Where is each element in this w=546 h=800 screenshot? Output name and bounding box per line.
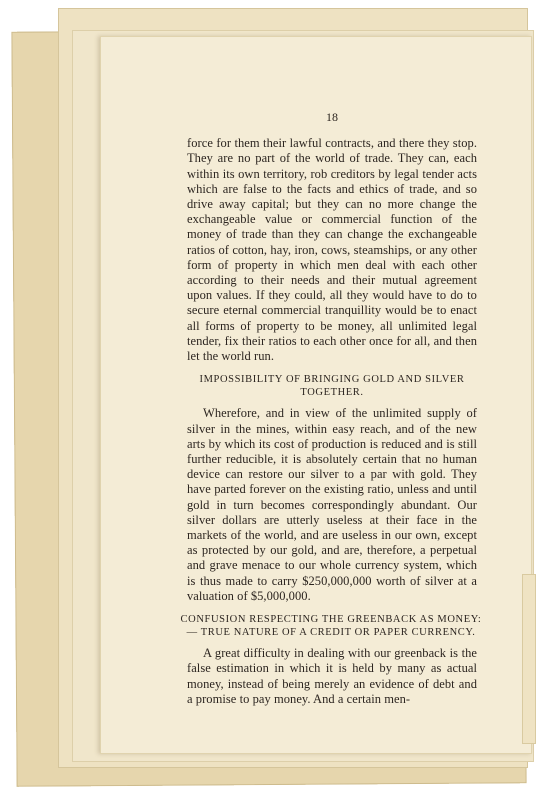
page-number: 18 [326,110,338,124]
page-text [180,110,482,707]
section-heading-greenback: CONFUSION RESPECTING THE GREENBACK AS MONEY:— TRUE NATURE OF A CREDIT OR PAPER CURRENCY. [180,614,482,638]
opening-paragraph: force for them their lawful contracts, and there they stop. They are no part of the world of trade. They can, each within its own territory, rob creditors by legal tender acts which are false to the facts and ethics of trade, and so drive away capital; but they can no more change the exchangeable value or commercial function of the money of trade than they can change the exchangeable ratios of cotton, hay, iron, cows, steamships, or any other form of property in which men deal with each other according to their needs and their mutual agreement upon values. If they could, all they would have to do to secure eternal commercial tranquillity would be to enact all forms of property to be money, all unlimited legal tender, fix their ratios to each other once for all, and then let the world run. [187,136,477,364]
silver-paragraph: Wherefore, and in view of the unlimited supply of silver in the mines, within easy reach, and of the new arts by which its cost of production is reduced and is still further reducible, it is absolutely certain that no human device can restore our silver to a par with gold. They have parted forever on the existing ratio, unless and until gold in turn becomes correspondingly abundant. Our silver dollars are utterly useless at their face in the markets of the world, and are useless in our own, except as protected by our gold, and are, therefore, a perpetual and grave menace to our whole currency system, which is thus made to carry $250,000,000 worth of silver at a valuation of $5,000,000. [187,406,477,603]
greenback-paragraph: A great difficulty in dealing with our greenback is the false estimation in which it is held by many as actual money, instead of being merely an evidence of debt and a promise to pay money. And a certain men- [187,646,477,706]
section-heading-silver-gold: IMPOSSIBILITY OF BRINGING GOLD AND SILVER TOGETHER. [199,374,465,398]
page-edge-tab [522,574,536,744]
